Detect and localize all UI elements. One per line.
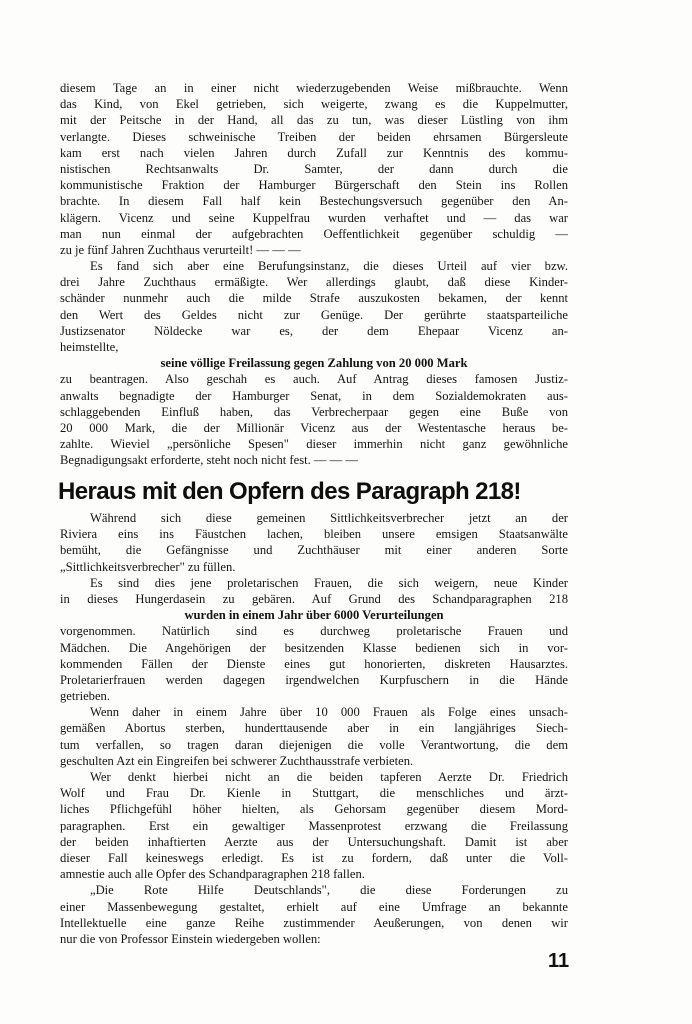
text-line: vorgenommen. Natürlich sind es durchweg proletarische Frauen und	[60, 624, 568, 639]
text-line: anwalts begnadigte der Hamburger Senat, in dem Sozialdemokraten aus-	[60, 388, 568, 403]
text-line: zu je fünf Jahren Zuchthaus verurteilt! — — —	[60, 242, 301, 257]
text-line: in dieses Hungerdasein zu gebären. Auf Grund des Schandparagraphen 218	[60, 591, 568, 606]
text-line: mit der Peitsche in der Hand, all das zu tun, was dieser Lüstling von ihm	[60, 113, 568, 128]
text-line: Wenn daher in einem Jahre über 10 000 Frauen als Folge eines unsach-	[90, 705, 568, 720]
text-line: Es sind dies jene proletarischen Frauen, die sich weigern, neue Kinder	[90, 575, 568, 590]
text-line: getrieben.	[60, 689, 110, 704]
text-line: klägern. Vicenz und seine Kuppelfrau wurden verhaftet und — das war	[60, 210, 568, 225]
text-line: Während sich diese gemeinen Sittlichkeitsverbrecher jetzt an der	[90, 511, 568, 525]
text-line: bemüht, die Gefängnisse und Zuchthäuser mit einer anderen Sorte	[60, 543, 568, 558]
text-line: brachte. In diesem Fall half kein Bestechungsversuch gegenüber den An-	[60, 194, 568, 209]
text-line: schänder nunmehr auch die milde Strafe auszukosten bekamen, der kennt	[60, 291, 568, 306]
text-line: „Die Rote Hilfe Deutschlands", die diese Forderungen zu	[90, 883, 568, 898]
paragraph-block-top	[60, 80, 568, 469]
page-number: 11	[548, 950, 570, 972]
text-line: kam erst nach vielen Jahren durch Zufall zur Kenntnis des kommu-	[60, 145, 568, 160]
text-line: liches Pflichgefühl höher hielten, als Gehorsam gegenüber diesem Mord-	[60, 802, 568, 817]
text-line: Begnadigungsakt erforderte, steht noch nicht fest. — — —	[60, 453, 358, 468]
text-line: tum verfallen, so tragen daran diejenigen die volle Verantwortung, die dem	[60, 737, 568, 752]
text-line: man nun einmal der aufgebrachten Oeffentlichkeit gegenüber schuldig —	[60, 226, 568, 241]
text-line: nur die von Professor Einstein wiedergeben wollen:	[60, 931, 321, 946]
text-line: heimstellte,	[60, 340, 119, 354]
text-line: Wolf und Frau Dr. Kienle in Stuttgart, die menschliches und ärzt-	[60, 786, 568, 801]
text-line: diesem Tage an in einer nicht wiederzugebenden Weise mißbrauchte. Wenn	[60, 81, 568, 95]
text-line: einer Massenbewegung gestaltet, erhielt auf eine Umfrage an bekannte	[60, 899, 568, 914]
emphasized-line: seine völlige Freilassung gegen Zahlung von 20 000 Mark	[160, 356, 468, 371]
text-line: der beiden inhaftierten Aerzte aus der Untersuchungshaft. Damit ist aber	[60, 834, 568, 849]
text-line: paragraphen. Erst ein gewaltiger Massenprotest erzwang die Freilassung	[60, 818, 568, 833]
text-line: amnestie auch alle Opfer des Schandparagraphen 218 fallen.	[60, 867, 365, 882]
text-line: schlaggebenden Einfluß haben, das Verbrecherpaar gegen eine Buße von	[60, 404, 568, 419]
text-line: verlangte. Dieses schweinische Treiben der beiden ehrsamen Bürgersleute	[60, 129, 568, 144]
paragraph-block-bottom	[60, 510, 568, 947]
text-line: drei Jahre Zuchthaus ermäßigte. Wer allerdings glaubt, daß diese Kinder-	[60, 275, 568, 290]
text-line: zahlte. Wieviel „persönliche Spesen" dieser immerhin nicht ganz gewöhnliche	[60, 437, 568, 452]
text-line: gemäßen Abortus sterben, hunderttausende aber in ein langjähriges Siech-	[60, 721, 568, 736]
text-line: nistischen Rechtsanwalts Dr. Samter, der dann durch die	[60, 161, 568, 176]
text-line: geschulten Azt ein Eingreifen bei schwerer Zuchthausstrafe verbieten.	[60, 753, 414, 768]
text-line: Proletarierfrauen werden dagegen irgendwelchen Kurpfuschern in die Hände	[60, 672, 568, 687]
text-line: Wer denkt hierbei nicht an die beiden tapferen Aerzte Dr. Friedrich	[90, 770, 568, 784]
text-line: kommenden Fällen der Dienste eines gut honorierten, diskreten Hausarztes.	[60, 656, 568, 671]
text-line: Es fand sich aber eine Berufungsinstanz, die dieses Urteil auf vier bzw.	[90, 259, 568, 274]
text-line: Justizsenator Nöldecke war es, der dem Ehepaar Vicenz an-	[60, 323, 568, 338]
section-heading: Heraus mit den Opfern des Paragraph 218!	[58, 478, 521, 505]
text-line: Intellektuelle eine ganze Reihe zustimmender Aeußerungen, von denen wir	[60, 915, 568, 930]
text-line: Mädchen. Die Angehörigen der besitzenden Klasse bedienen sich in vor-	[60, 640, 568, 655]
emphasized-line: wurden in einem Jahr über 6000 Verurteilungen	[184, 608, 444, 623]
text-line: zu beantragen. Also geschah es auch. Auf Antrag dieses famosen Justiz-	[60, 372, 568, 387]
text-line: Riviera eins ins Fäustchen lachen, bleiben unsere emsigen Staatsanwälte	[60, 527, 568, 542]
text-line: 20 000 Mark, die der Millionär Vicenz aus der Westentasche heraus be-	[60, 420, 568, 435]
text-line: dieser Fall keineswegs erledigt. Es ist zu fordern, daß unter die Voll-	[60, 850, 568, 865]
text-line: kommunistische Fraktion der Hamburger Bürgerschaft den Stein ins Rollen	[60, 178, 568, 193]
text-line: das Kind, von Ekel getrieben, sich weigerte, zwang es die Kuppelmutter,	[60, 97, 568, 112]
text-line: „Sittlichkeitsverbrecher" zu füllen.	[60, 559, 236, 574]
text-line: den Wert des Geldes nicht zur Genüge. Der gerührte staatsparteiliche	[60, 307, 568, 322]
